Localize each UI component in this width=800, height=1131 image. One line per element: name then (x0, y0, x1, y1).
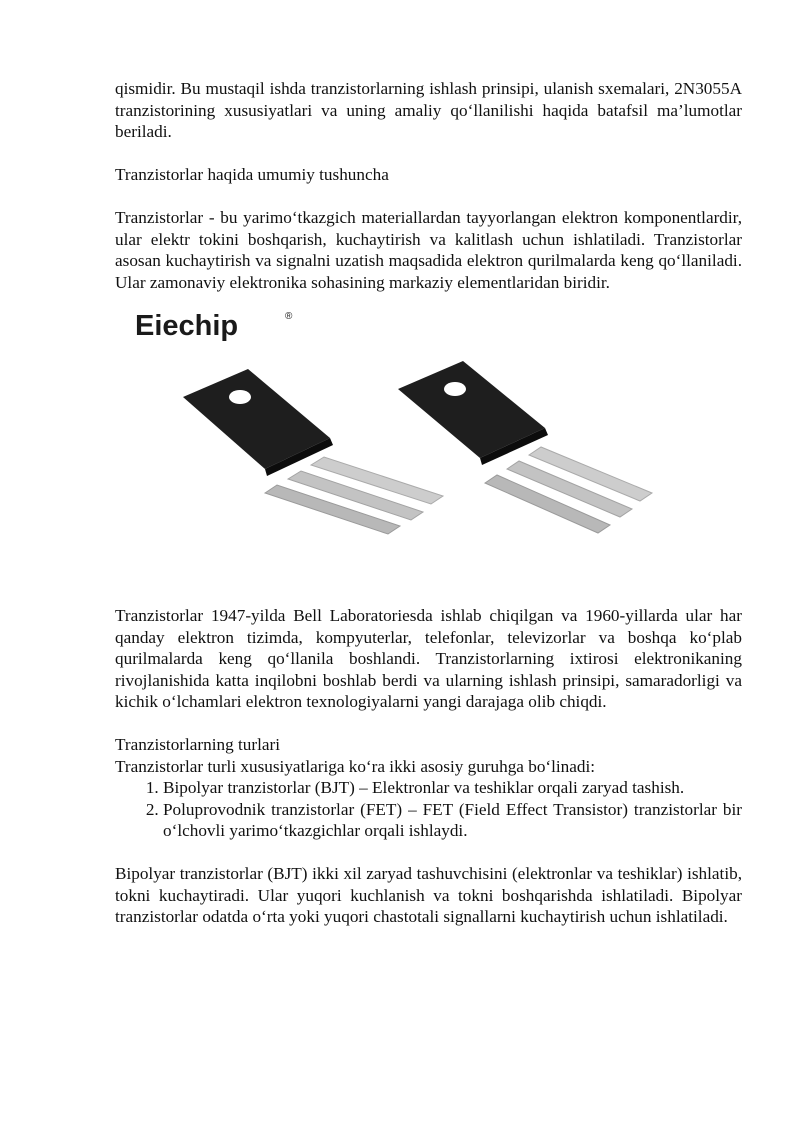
transistor-product-image (115, 293, 742, 605)
section-heading-general: Tranzistorlar haqida umumiy tushuncha (115, 165, 389, 184)
intro-paragraph: qismidir. Bu mustaqil ishda tranzistorlarning ishlash prinsipi, ulanish sxemalari, 2N3055A tranzistorining xususiyatlari va uning amaliy qo‘llanilishi haqida batafsil ma’lumotlar beriladi. (115, 79, 742, 141)
types-intro-line: Tranzistorlar turli xususiyatlariga ko‘ra ikki asosiy guruhga bo‘linadi: (115, 756, 596, 776)
registered-mark: ® (285, 311, 293, 322)
history-paragraph: Tranzistorlar 1947-yilda Bell Laboratoriesda ishlab chiqilgan va 1960-yillarda ular har qanday elektron tizimda, kompyuterlar, telefonlar, televizorlar va boshqa ko‘plab qurilmalarda keng qo‘llanila boshlandi. Tranzistorlarning ixtirosi elektronikaning rivojlanishida katta inqilobni boshlab berdi va ularning ishlash prinsipi, samaradorligi va kichik o‘lchamlari elektron texnologiyalarni yangi darajaga olib chiqdi. (115, 606, 742, 711)
transistor-right (398, 361, 652, 533)
definition-paragraph: Tranzistorlar - bu yarimo‘tkazgich materiallardan tayyorlangan elektron komponentlardir, ular elektr tokini boshqarish, kuchaytirish va kalitlash uchun ishlatiladi. Tranzistorlar asosan kuchaytirish va signalni uzatish maqsadida elektron qurilmalarda keng qo‘llaniladi. Ular zamonaviy elektronika sohasining markaziy elementlaridan biridir. (115, 208, 742, 292)
brand-logo: Eiechip (135, 310, 239, 342)
bjt-paragraph: Bipolyar tranzistorlar (BJT) ikki xil zaryad tashuvchisini (elektronlar va teshiklar) ishlatib, tokni kuchaytiradi. Ular yuqori kuchlanish va tokni boshqarishda ishlatiladi. Bipolyar tranzistorlar odatda o‘rta yoki yuqori chastotali signallarni kuchaytirish uchun ishlatiladi. (115, 864, 742, 926)
document-page (115, 78, 742, 928)
list-item: 2. Poluprovodnik tranzistorlar (FET) – FET (Field Effect Transistor) tranzistorlar bir o‘lchovli yarimo‘tkazgichlar orqali ishlaydi. (163, 799, 742, 842)
list-item: 1. Bipolyar tranzistorlar (BJT) – Elektronlar va teshiklar orqali zaryad tashish. (163, 777, 742, 799)
section-heading-types: Tranzistorlarning turlari (115, 735, 281, 754)
transistor-types-list (115, 777, 742, 842)
